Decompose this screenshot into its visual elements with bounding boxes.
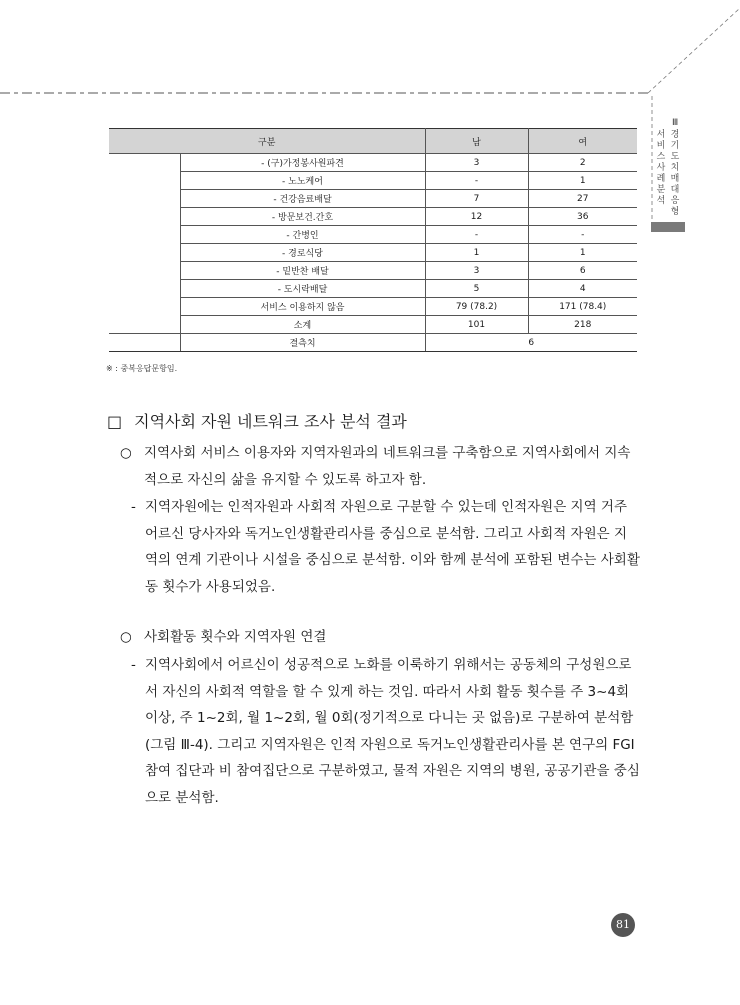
table-row bbox=[109, 208, 637, 226]
diagonal-dashed-line bbox=[648, 8, 740, 93]
table-row bbox=[109, 154, 637, 172]
row-group-cell bbox=[109, 154, 180, 334]
row-group-cell bbox=[109, 334, 180, 352]
paragraph-1 bbox=[120, 440, 640, 493]
table-cell-female: 171 (78.4) bbox=[528, 298, 637, 316]
table-cell-label: 소계 bbox=[180, 316, 425, 334]
table-cell-male: 7 bbox=[425, 190, 528, 208]
table-cell-male: 79 (78.2) bbox=[425, 298, 528, 316]
section-marker: □ bbox=[107, 412, 123, 431]
table-cell-female: 2 bbox=[528, 154, 637, 172]
chapter-subtitle: 서비스사례분석 bbox=[656, 130, 666, 206]
table-cell-label: - 방문보건.간호 bbox=[180, 208, 425, 226]
table-cell-male: - bbox=[425, 226, 528, 244]
table-row bbox=[109, 298, 637, 316]
bullet-circle: ○ bbox=[120, 629, 132, 645]
paragraph-3-text: 사회활동 횟수와 지역자원 연결 bbox=[144, 629, 327, 645]
table-cell-female: 6 bbox=[528, 262, 637, 280]
table-cell-label: - 간병인 bbox=[180, 226, 425, 244]
header-male: 남 bbox=[425, 129, 528, 154]
table-cell-female: 1 bbox=[528, 244, 637, 262]
bullet-dash: - bbox=[131, 499, 136, 515]
table-row bbox=[109, 280, 637, 298]
table-cell-female: 4 bbox=[528, 280, 637, 298]
table-row-missing bbox=[109, 334, 637, 352]
table-cell-male: 3 bbox=[425, 262, 528, 280]
table-note: ※ : 중복응답문항임. bbox=[106, 364, 178, 373]
paragraph-1-text: 지역사회 서비스 이용자와 지역자원과의 네트워크를 구축함으로 지역사회에서 지속적으로 자신의 삶을 유지할 수 있도록 하고자 함. bbox=[144, 445, 631, 488]
chapter-title: 경기도치매대응형 bbox=[670, 130, 680, 217]
chapter-number: Ⅲ bbox=[672, 118, 679, 128]
table-row bbox=[109, 172, 637, 190]
missing-value: 6 bbox=[425, 334, 637, 352]
paragraph-3 bbox=[120, 624, 640, 651]
section-heading bbox=[107, 409, 407, 432]
paragraph-4-text: 지역사회에서 어르신이 성공적으로 노화를 이룩하기 위해서는 공동체의 구성원으로서 자신의 사회적 역할을 할 수 있게 하는 것임. 따라서 사회 활동 횟수를 주 3~4회 이상, 주 1~2회, 월 1~2회, 월 0회(정기적으로 다니는 곳 없음)로 구분하여 분석함(그림 Ⅲ-4). 그리고 지역자원은 인적 자원으로 독거노인생활관리사를 본 연구의 FGI 참여 집단과 비 참여집단으로 구분하였고, 물적 자원은 지역의 병원, 공공기관을 중심으로 분석함. bbox=[145, 657, 640, 806]
table-cell-label: - 경로식당 bbox=[180, 244, 425, 262]
table-cell-female: 27 bbox=[528, 190, 637, 208]
table-row bbox=[109, 262, 637, 280]
table-row bbox=[109, 244, 637, 262]
table-cell-male: 12 bbox=[425, 208, 528, 226]
paragraph-4 bbox=[131, 652, 640, 811]
table-cell-female: 36 bbox=[528, 208, 637, 226]
service-usage-table bbox=[109, 128, 637, 352]
table-cell-female: 218 bbox=[528, 316, 637, 334]
missing-label: 결측치 bbox=[180, 334, 425, 352]
section-title: 지역사회 자원 네트워크 조사 분석 결과 bbox=[134, 412, 407, 431]
table-cell-male: 101 bbox=[425, 316, 528, 334]
table-cell-label: - 밑반찬 배달 bbox=[180, 262, 425, 280]
table-row bbox=[109, 226, 637, 244]
table-cell-male: - bbox=[425, 172, 528, 190]
chapter-bar bbox=[651, 222, 685, 232]
table-body bbox=[109, 154, 637, 352]
table-cell-label: - 노노케어 bbox=[180, 172, 425, 190]
table-cell-male: 1 bbox=[425, 244, 528, 262]
table-cell-male: 5 bbox=[425, 280, 528, 298]
header-category: 구분 bbox=[109, 129, 425, 154]
table-header-row bbox=[109, 129, 637, 154]
header-female: 여 bbox=[528, 129, 637, 154]
table-cell-female: - bbox=[528, 226, 637, 244]
chapter-side-tab bbox=[651, 104, 685, 234]
paragraph-2 bbox=[131, 494, 640, 600]
table-cell-male: 3 bbox=[425, 154, 528, 172]
table-cell-label: 서비스 이용하지 않음 bbox=[180, 298, 425, 316]
table-cell-female: 1 bbox=[528, 172, 637, 190]
table-row bbox=[109, 316, 637, 334]
table-cell-label: - 도시락배달 bbox=[180, 280, 425, 298]
page-number: 81 bbox=[611, 913, 635, 937]
bullet-dash: - bbox=[131, 657, 136, 673]
table-row bbox=[109, 190, 637, 208]
table-cell-label: - 건강음료배달 bbox=[180, 190, 425, 208]
table-cell-label: - (구)가정봉사원파견 bbox=[180, 154, 425, 172]
paragraph-2-text: 지역자원에는 인적자원과 사회적 자원으로 구분할 수 있는데 인적자원은 지역 거주 어르신 당사자와 독거노인생활관리사를 중심으로 분석함. 그리고 사회적 자원은 지역의 연계 기관이나 시설을 중심으로 분석함. 이와 함께 분석에 포함된 변수는 사회활동 횟수가 사용되었음. bbox=[145, 499, 640, 595]
bullet-circle: ○ bbox=[120, 445, 132, 461]
